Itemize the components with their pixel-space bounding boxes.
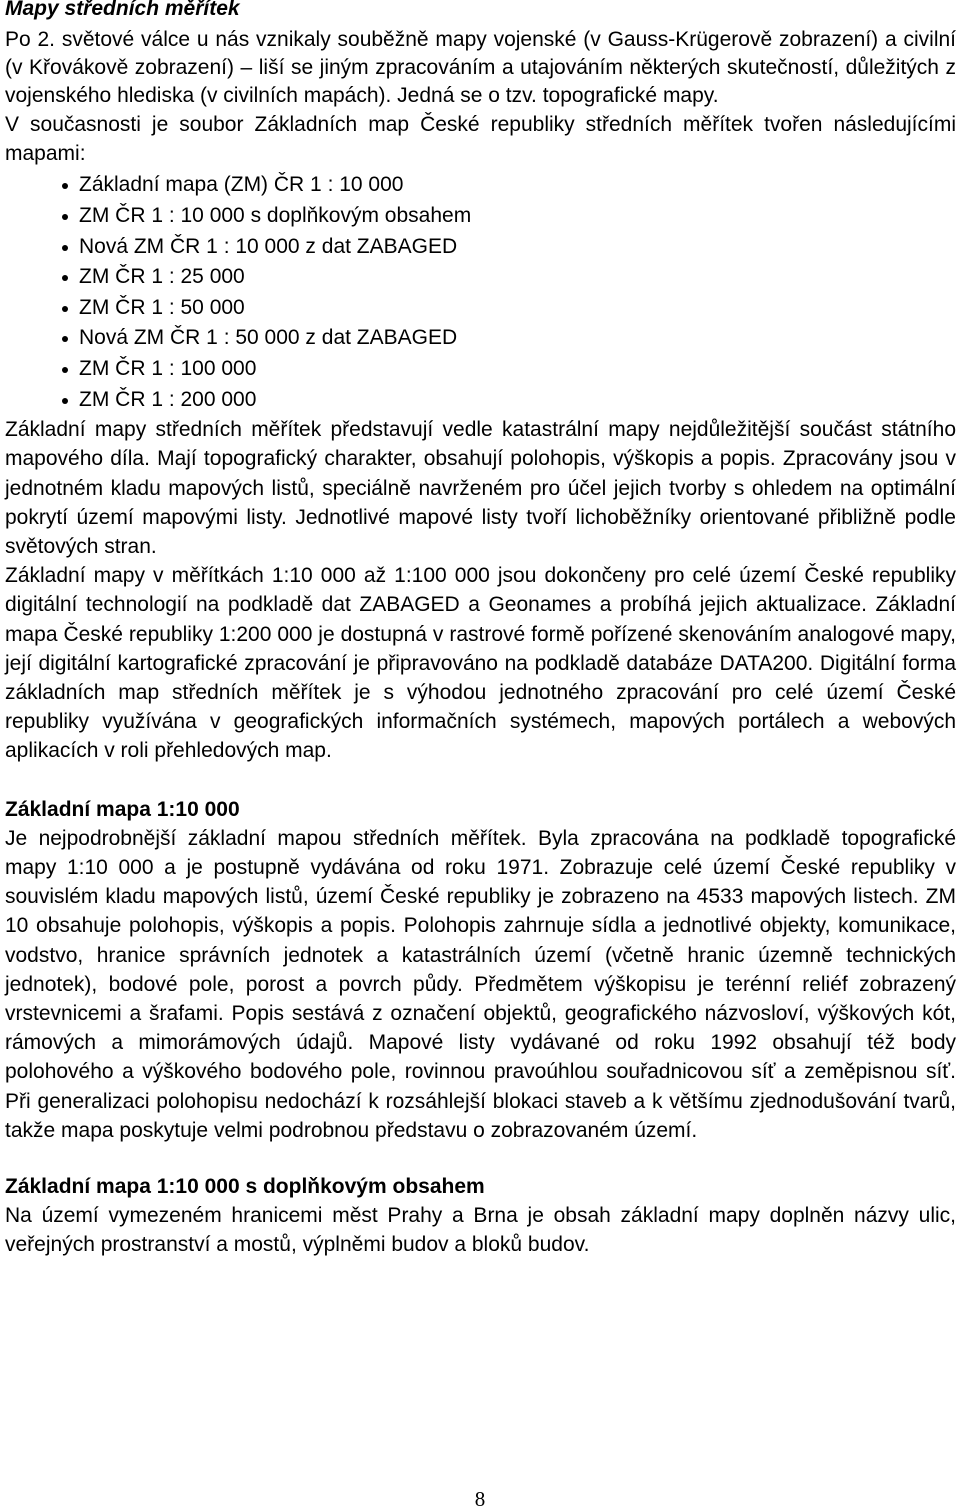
zm10-paragraph: Je nejpodrobnější základní mapou středních měřítek. Byla zpracována na podkladě topografické mapy 1:10 000 a je postupně vydávána od roku 1971. Zobrazuje celé území České republiky v souvislém kladu mapových listů, území České republiky je zobrazeno na 4533 mapových listech. ZM 10 obsahuje polohopis, výškopis a popis. Polohopis zahrnuje sídla a jednotlivé objekty, komunikace, vodstvo, hranice správních jednotek a katastrálních území (včetně hranic územně technických jednotek), bodové pole, porost a povrch půdy. Předmětem výškopisu je terénní reliéf zobrazený vrstevnicemi a šrafami. Popis sestává z označení objektů, geografického názvosloví, výškových kót, rámových a mimorámových údajů. Mapové listy vydávané od roku 1992 obsahují též body polohového a výškového bodového pole, rovinnou pravoúhlou souřadnicovou síť a zeměpisnou síť. Při generalizaci polohopisu nedochází k rozsáhlejší blokaci staveb a k většímu zjednodušování tvarů, takže mapa poskytuje velmi podrobnou představu o zobrazovaném území. (5, 826, 956, 1142)
zm10-supplement-heading: Základní mapa 1:10 000 s doplňkovým obsahem (5, 1175, 485, 1199)
bullet-icon (62, 183, 68, 189)
bullet-icon (62, 306, 68, 312)
bullet-icon (62, 367, 68, 373)
list-item: Nová ZM ČR 1 : 50 000 z dat ZABAGED (5, 323, 956, 354)
spacer (5, 1145, 956, 1172)
list-item: ZM ČR 1 : 25 000 (5, 262, 956, 293)
list-item: Základní mapa (ZM) ČR 1 : 10 000 (5, 170, 956, 201)
page-content (5, 0, 956, 1260)
list-item: ZM ČR 1 : 10 000 s doplňkovým obsahem (5, 201, 956, 232)
spacer (5, 766, 956, 795)
bullet-icon (62, 398, 68, 404)
bullet-icon (62, 336, 68, 342)
intro-paragraph: Po 2. světové válce u nás vznikaly souběžně mapy vojenské (v Gauss-Krügerově zobrazení) a civilní (v Křovákově zobrazení) – liší se jiným zpracováním a utajováním některých skutečností, důležitých z vojenského hlediska (v civilních mapách). Jedná se o tzv. topografické mapy. (5, 28, 956, 107)
list-item: ZM ČR 1 : 100 000 (5, 354, 956, 385)
section-title: Mapy středních měřítek (5, 0, 240, 20)
list-item: ZM ČR 1 : 50 000 (5, 293, 956, 324)
list-item: Nová ZM ČR 1 : 10 000 z dat ZABAGED (5, 232, 956, 263)
bullet-icon (62, 214, 68, 220)
main-paragraph: Základní mapy středních měřítek představují vedle katastrální mapy nejdůležitější součást státního mapového díla. Mají topografický charakter, obsahují polohopis, výškopis a popis. Zpracovány jsou v jednotném kladu mapových listů, speciálně navrženém pro účel jejich tvorby s ohledem na optimální pokrytí území mapovými listy. Jednotlivé mapové listy tvoří lichoběžníky orientované přibližně podle světových stran. (5, 418, 956, 558)
bullet-icon (62, 245, 68, 251)
map-list (5, 170, 956, 415)
bullet-icon (62, 275, 68, 281)
zm10-heading: Základní mapa 1:10 000 (5, 797, 240, 821)
page-number: 8 (474, 1487, 486, 1511)
list-item: ZM ČR 1 : 200 000 (5, 385, 956, 416)
digital-paragraph: Základní mapy v měřítkách 1:10 000 až 1:100 000 jsou dokončeny pro celé území České republiky digitální technologií na podkladě dat ZABAGED a Geonames a probíhá jejich aktualizace. Základní mapa České republiky 1:200 000 je dostupná v rastrové formě pořízené skenováním analogové mapy, její digitální kartografické zpracování je připravováno na podkladě databáze DATA200. Digitální forma základních map středních měřítek je s výhodou jednotného zpracování pro celé území České republiky využívána v geografických informačních systémech, mapových portálech a webových aplikacích v roli přehledových map. (5, 564, 956, 763)
zm10-supplement-paragraph: Na území vymezeném hranicemi měst Prahy a Brna je obsah základní mapy doplněn názvy ulic, veřejných prostranství a mostů, výplněmi budov a bloků budov. (5, 1204, 956, 1257)
list-intro-paragraph: V současnosti je soubor Základních map České republiky středních měřítek tvořen následujícími mapami: (5, 113, 956, 166)
